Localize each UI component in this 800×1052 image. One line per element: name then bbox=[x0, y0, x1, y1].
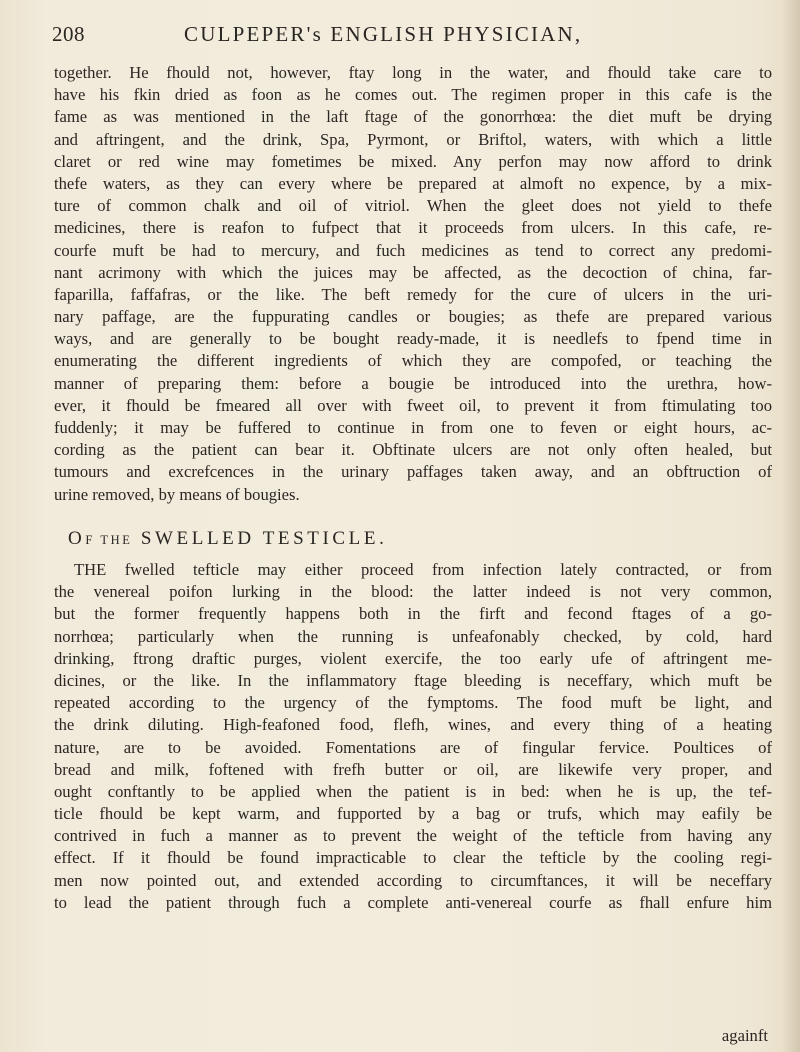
text-line: ought conftantly to be applied when the patient is in bed: when he is up, the tef- bbox=[54, 781, 772, 801]
heading-small-caps: F THE bbox=[85, 533, 133, 547]
text-line: courfe muft be had to mercury, and fuch medicines as tend to correct any predomi- bbox=[54, 240, 772, 260]
text-line: to lead the patient through fuch a complete anti-venereal courfe as fhall enfure him bbox=[54, 892, 772, 912]
page-number: 208 bbox=[52, 22, 85, 46]
text-line: contrived in fuch a manner as to prevent the weight of the tefticle from having any bbox=[54, 826, 772, 846]
text-line: have his fkin dried as foon as he comes out. The regimen proper in this cafe is the bbox=[54, 85, 772, 105]
text-line: fame as was mentioned in the laft ftage of the gonorrhœa: the diet muft be drying bbox=[54, 107, 772, 127]
text-line: ways, and are generally to be bought ready-made, it is needlefs to fpend time in bbox=[54, 329, 772, 349]
text-line: repeated according to the urgency of the fymptoms. The food muft be light, and bbox=[54, 693, 772, 713]
text-line: the venereal poifon lurking in the blood: the latter indeed is not very common, bbox=[54, 582, 772, 602]
text-line: tumours and excrefcences in the urinary paffages taken away, and an obftruction of bbox=[54, 462, 772, 482]
text-line: nant acrimony with which the juices may be affected, as the decoction of china, far- bbox=[54, 262, 772, 282]
text-line: nary paffage, are the fuppurating candles or bougies; as thefe are prepared various bbox=[54, 307, 772, 327]
page-edge-shadow bbox=[782, 0, 800, 1052]
text-line: nature, are to be avoided. Fomentations are of fingular fervice. Poultices of bbox=[54, 737, 772, 757]
text-line: effect. If it fhould be found impracticable to clear the tefticle by the cooling regi- bbox=[54, 848, 772, 868]
catchword: againft bbox=[721, 1026, 768, 1045]
text-line: the drink diluting. High-feafoned food, flefh, wines, and every thing of a heating bbox=[54, 715, 772, 735]
text-line: norrhœa; particularly when the running is unfeafonably checked, by cold, hard bbox=[54, 626, 772, 646]
text-line: claret or red wine may fometimes be mixed. Any perfon may now afford to drink bbox=[54, 151, 772, 171]
text-line: men now pointed out, and extended according to circumftances, it will be neceffary bbox=[54, 870, 772, 890]
text-line: manner of preparing them: before a bougie be introduced into the urethra, how- bbox=[54, 373, 772, 393]
text-line: bread and milk, foftened with frefh butter or oil, are likewife very proper, and bbox=[54, 759, 772, 779]
running-head bbox=[52, 22, 772, 52]
text-line: enumerating the different ingredients of which they are compofed, or teaching the bbox=[54, 351, 772, 371]
text-line: urine removed, by means of bougies. bbox=[54, 484, 300, 504]
text-line: ture of common chalk and oil of vitriol. When the gleet does not yield to thefe bbox=[54, 196, 772, 216]
text-line: THE fwelled tefticle may either proceed from infection lately contracted, or from bbox=[74, 560, 772, 579]
text-line: medicines, there is reafon to fufpect that it proceeds from ulcers. In this cafe, re- bbox=[54, 218, 772, 238]
section-heading bbox=[68, 528, 688, 550]
text-line: faparilla, faffafras, or the like. The beft remedy for the cure of ulcers in the uri- bbox=[54, 284, 772, 304]
text-line: dicines, or the like. In the inflammatory ftage bleeding is neceffary, which muft be bbox=[54, 670, 772, 690]
text-line: but the former frequently happens both in the firft and fecond ftages of a go- bbox=[54, 604, 772, 624]
text-line: drinking, ftrong draftic purges, violent exercife, the too early ufe of aftringent me- bbox=[54, 648, 772, 668]
heading-initial: O bbox=[68, 528, 86, 549]
text-line: cording as the patient can bear it. Obftinate ulcers are not only often healed, but bbox=[54, 440, 772, 460]
paragraph-1 bbox=[54, 62, 772, 506]
text-line: ever, it fhould be fmeared all over with fweet oil, to prevent it from ftimulating too bbox=[54, 395, 772, 415]
heading-main: SWELLED TESTICLE. bbox=[140, 528, 388, 549]
text-line: ticle fhould be kept warm, and fupported by a bag or trufs, which may eafily be bbox=[54, 804, 772, 824]
paragraph-2 bbox=[54, 559, 772, 914]
running-title: CULPEPER's ENGLISH PHYSICIAN, bbox=[184, 22, 583, 46]
text-line: together. He fhould not, however, ftay long in the water, and fhould take care to bbox=[54, 63, 772, 82]
text-line: and aftringent, and the drink, Spa, Pyrmont, or Briftol, waters, with which a little bbox=[54, 129, 772, 149]
text-line: thefe waters, as they can every where be prepared at almoft no expence, by a mix- bbox=[54, 173, 772, 193]
text-line: fuddenly; it may be fuffered to continue in from one to feven or eight hours, ac- bbox=[54, 418, 772, 437]
